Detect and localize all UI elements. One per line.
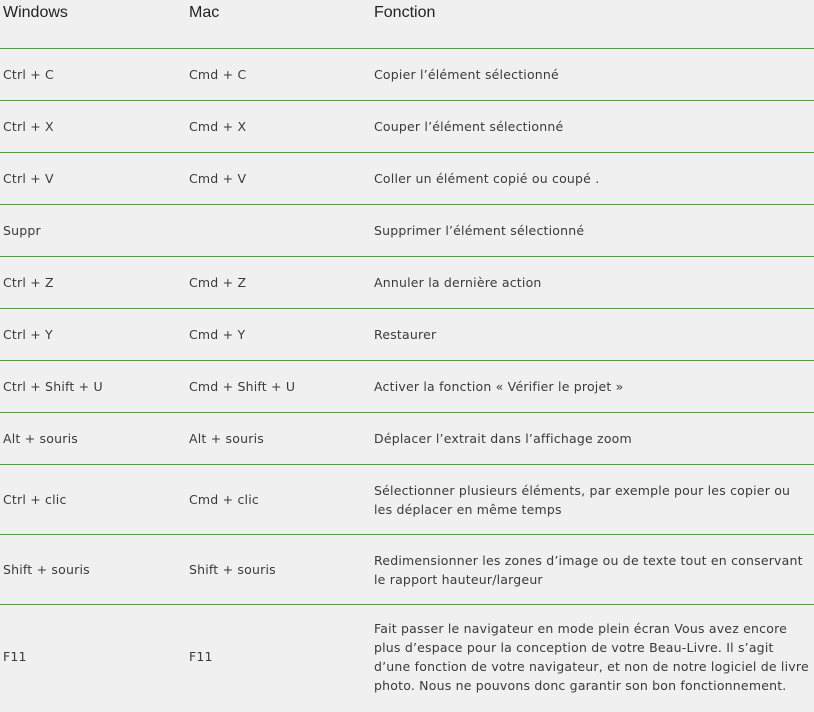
mac-shortcut: Cmd + C bbox=[186, 49, 372, 101]
mac-shortcut: Cmd + V bbox=[186, 153, 372, 205]
table-row bbox=[0, 205, 814, 257]
windows-shortcut: Ctrl + Y bbox=[0, 309, 186, 361]
function-description: Copier l’élément sélectionné bbox=[372, 49, 814, 101]
mac-shortcut: Cmd + Z bbox=[186, 257, 372, 309]
windows-shortcut: Alt + souris bbox=[0, 413, 186, 465]
header-windows: Windows bbox=[0, 0, 186, 49]
function-description: Activer la fonction « Vérifier le projet » bbox=[372, 361, 814, 413]
windows-shortcut: Ctrl + clic bbox=[0, 465, 186, 535]
function-description: Sélectionner plusieurs éléments, par exemple pour les copier ou les déplacer en même temps bbox=[372, 465, 814, 535]
table-row bbox=[0, 465, 814, 535]
mac-shortcut: F11 bbox=[189, 649, 213, 665]
header-function: Fonction bbox=[372, 0, 814, 49]
windows-shortcut: Ctrl + X bbox=[0, 101, 186, 153]
function-description: Déplacer l’extrait dans l’affichage zoom bbox=[372, 413, 814, 465]
table-row bbox=[0, 361, 814, 413]
function-description: Couper l’élément sélectionné bbox=[372, 101, 814, 153]
windows-shortcut: Shift + souris bbox=[0, 535, 186, 605]
mac-shortcut: Cmd + X bbox=[186, 101, 372, 153]
table-row bbox=[0, 413, 814, 465]
mac-shortcut: Cmd + clic bbox=[186, 465, 372, 535]
mac-shortcut: Cmd + Shift + U bbox=[186, 361, 372, 413]
windows-shortcut: Suppr bbox=[0, 205, 186, 257]
table-row bbox=[0, 49, 814, 101]
table-row bbox=[0, 153, 814, 205]
function-description: Annuler la dernière action bbox=[372, 257, 814, 309]
windows-shortcut: Ctrl + V bbox=[0, 153, 186, 205]
table-header-row bbox=[0, 0, 814, 49]
table-row bbox=[0, 101, 814, 153]
mac-shortcut bbox=[186, 205, 372, 257]
table-row bbox=[0, 535, 814, 605]
function-description: Redimensionner les zones d’image ou de texte tout en conservant le rapport hauteur/largeur bbox=[372, 535, 814, 605]
header-mac: Mac bbox=[186, 0, 372, 49]
windows-shortcut: Ctrl + Shift + U bbox=[0, 361, 186, 413]
table-row bbox=[0, 309, 814, 361]
windows-shortcut: Ctrl + Z bbox=[0, 257, 186, 309]
function-description: Coller un élément copié ou coupé . bbox=[372, 153, 814, 205]
table-row bbox=[0, 605, 814, 709]
windows-shortcut: Ctrl + C bbox=[0, 49, 186, 101]
function-description: Supprimer l’élément sélectionné bbox=[372, 205, 814, 257]
function-description: Restaurer bbox=[372, 309, 814, 361]
function-description: Fait passer le navigateur en mode plein écran Vous avez encore plus d’espace pour la conception de votre Beau-Livre. Il s’agit d’une fonction de votre navigateur, et non de notre logiciel de livre photo. Nous ne pouvons donc garantir son bon fonctionnement. bbox=[374, 620, 809, 693]
mac-shortcut: Shift + souris bbox=[186, 535, 372, 605]
table-row bbox=[0, 257, 814, 309]
windows-shortcut: F11 bbox=[3, 649, 27, 665]
mac-shortcut: Alt + souris bbox=[186, 413, 372, 465]
mac-shortcut: Cmd + Y bbox=[186, 309, 372, 361]
